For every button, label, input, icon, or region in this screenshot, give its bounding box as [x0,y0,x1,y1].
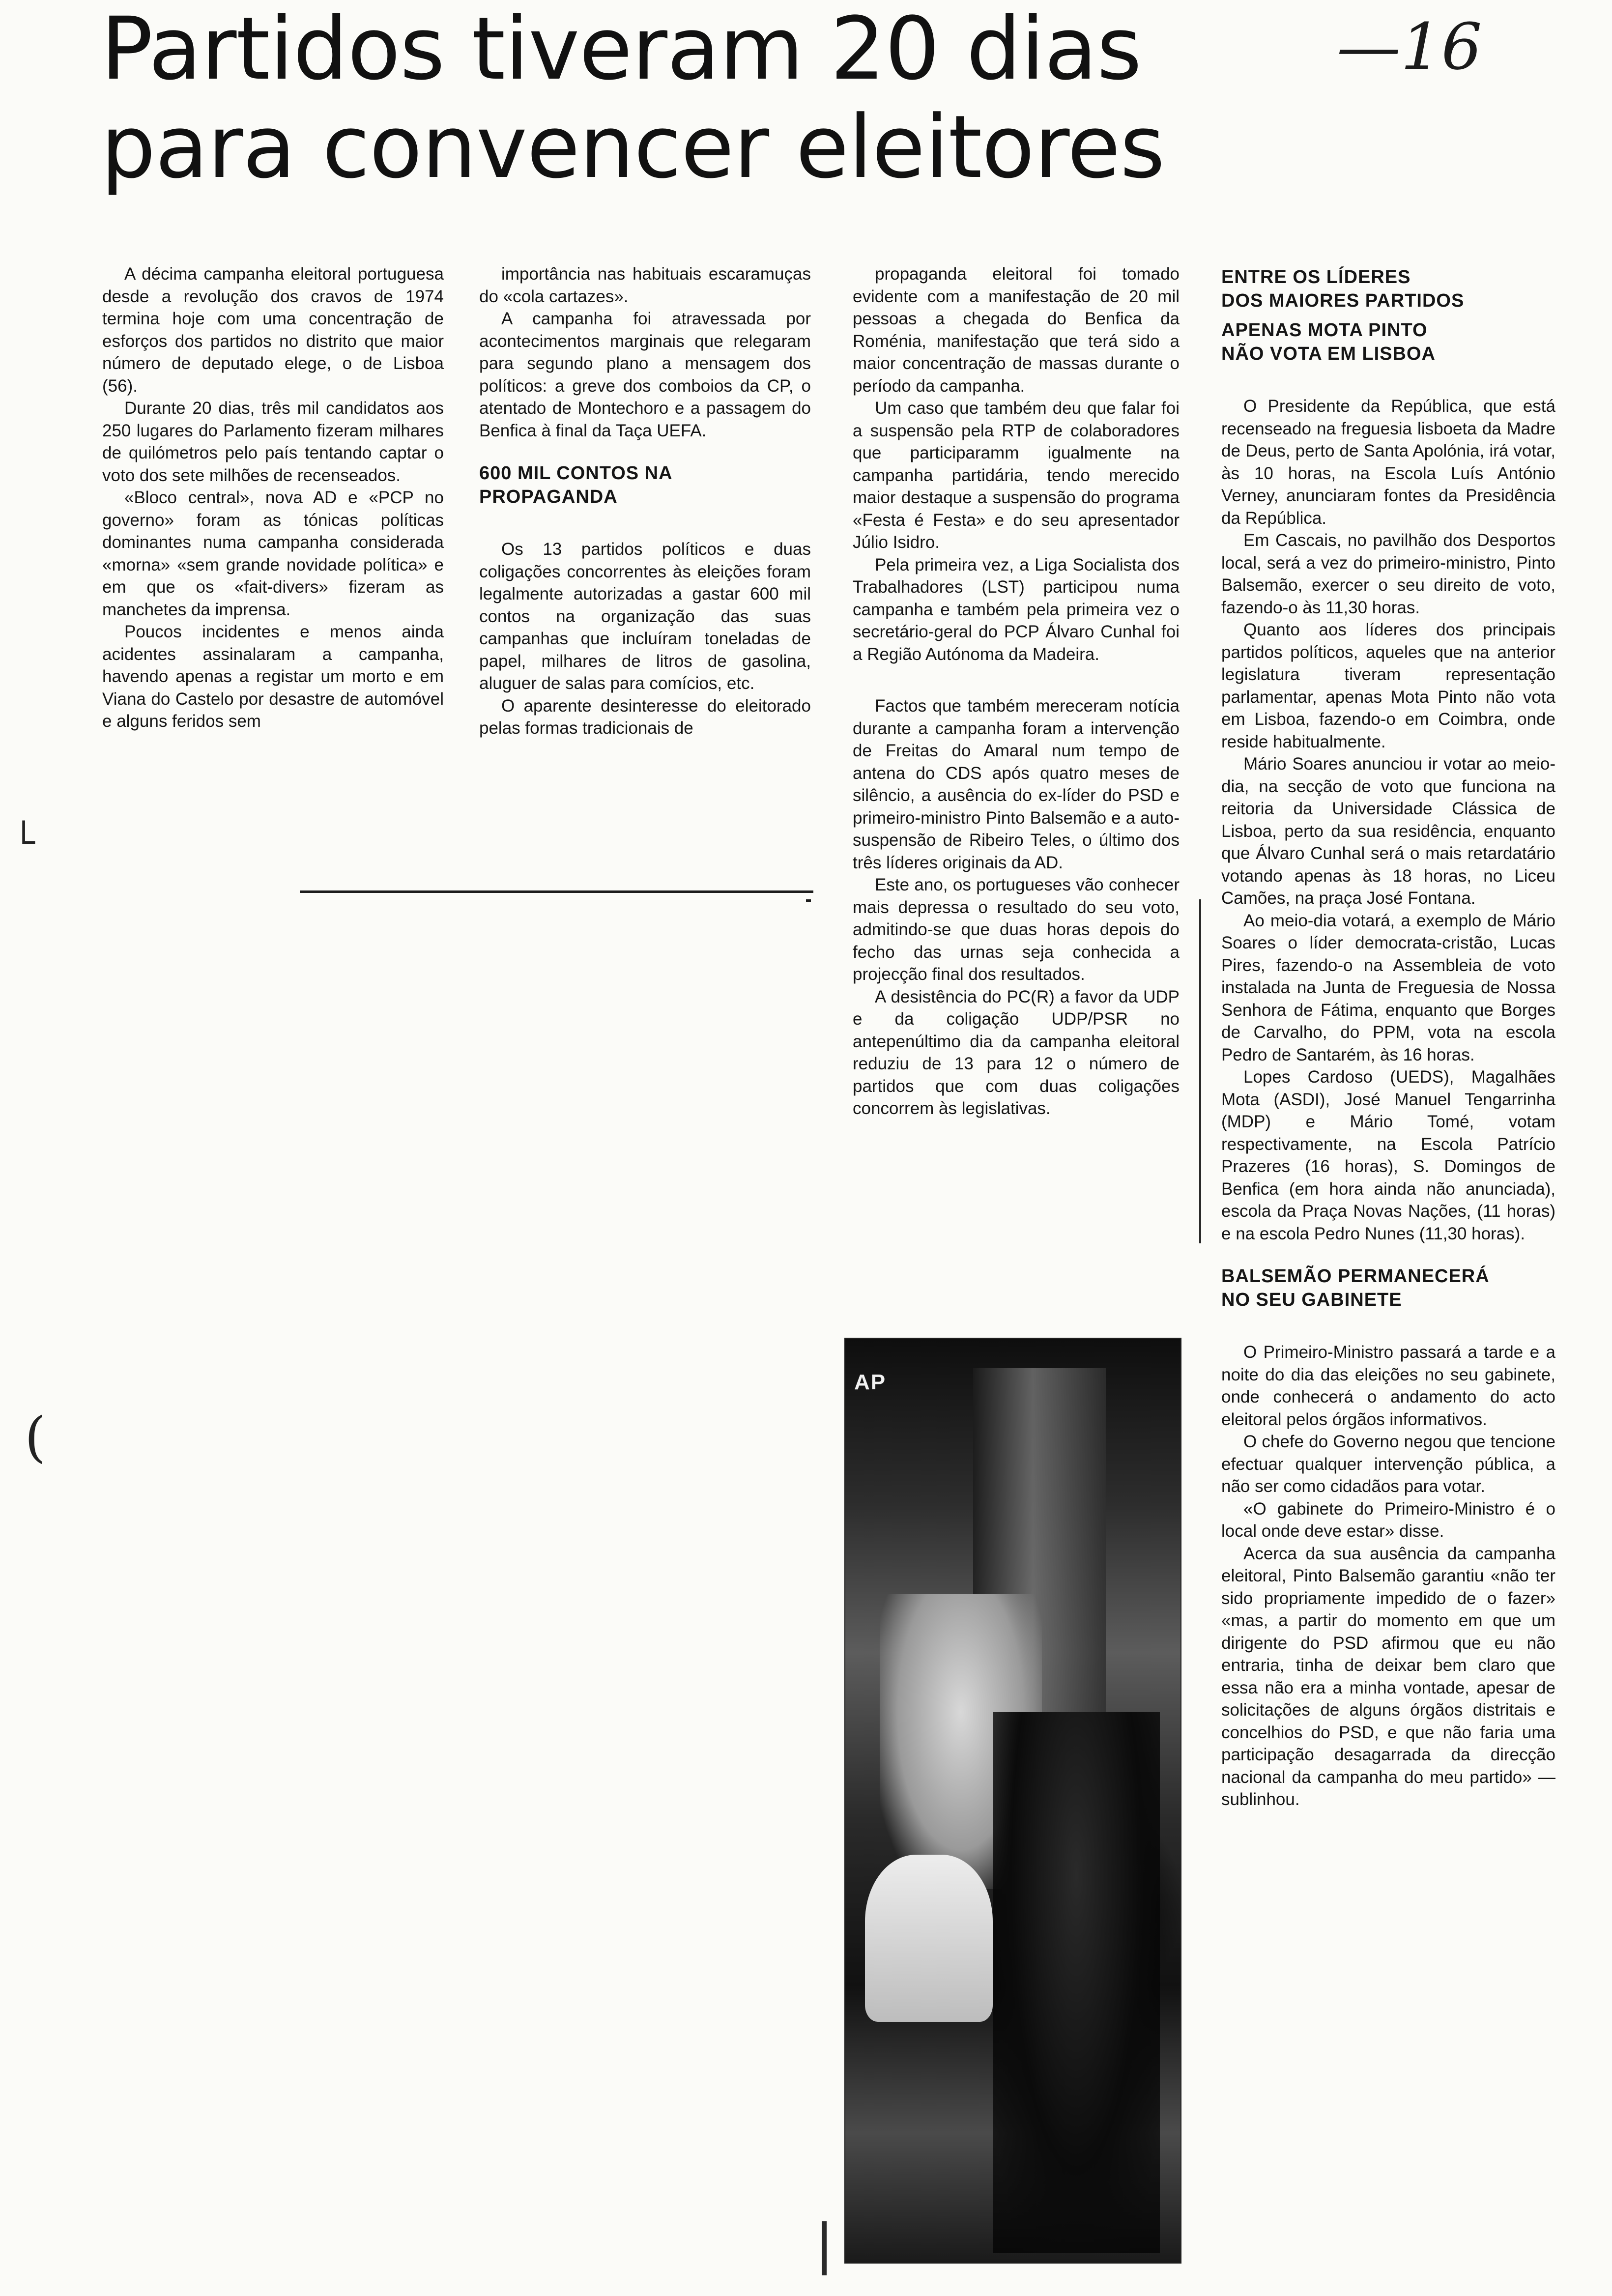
column-divider-vertical [822,2221,827,2275]
paragraph: O Presidente da República, que está recenseado na freguesia lisboeta da Madre de Deus, perto de Santa Apolónia, irá votar, às 10 horas, na Escola Luís António Verney, anunciaram fontes da Presidência da República. [1221,397,1555,528]
paragraph: O chefe do Governo negou que tencione efectuar qualquer intervenção pública, a não ser como cidadãos para votar. [1221,1432,1555,1496]
handwritten-page-note: —16 [1337,9,1482,84]
heading-line: APENAS MOTA PINTO [1221,320,1428,341]
paragraph: Quanto aos líderes dos principais partidos políticos, aqueles que na anterior legislatura tiveram representação parlamentar, apenas Mota Pinto não vota em Lisboa, fazendo-o em Coimbra, onde reside habitualmente. [1221,620,1555,751]
paragraph: Este ano, os portugueses vão conhecer mais depressa o resultado do seu voto, admitindo-se que duas horas depois do fecho das urnas seja conhecida a projecção final dos resultados. [853,875,1180,984]
article-column-3 [853,263,1180,1120]
paragraph: A desistência do PC(R) a favor da UDP e da coligação UDP/PSR no antepenúltimo dia da campanha eleitoral reduziu de 13 para 12 o número de partidos que com duas coligações concorrem às legislativas. [853,987,1180,1118]
paragraph: O aparente desinteresse do eleitorado pelas formas tradicionais de [479,696,811,738]
paragraph: Factos que também mereceram notícia durante a campanha foram a intervenção de Freitas do Amaral num tempo de antena do CDS após quatro meses de silêncio, a ausência do ex-líder do PSD e primeiro-ministro Pinto Balsemão e a auto-suspensão de Ribeiro Teles, o último dos três líderes originais da AD. [853,696,1180,872]
heading-line: NÃO VOTA EM LISBOA [1221,344,1436,364]
heading-line: DOS MAIORES PARTIDOS [1221,290,1465,311]
paragraph: Lopes Cardoso (UEDS), Magalhães Mota (ASDI), José Manuel Tengarrinha (MDP) e Mário Tomé, votam respectivamente, na Escola Patrício Prazeres (16 horas), S. Domingos de Benfica (em hora ainda não anunciada), escola da Praça Novas Nações, (11 horas) e na escola Pedro Nunes (11,30 horas). [1221,1067,1555,1243]
headline-line-2: para convencer eleitores [101,97,1165,198]
paragraph: O Primeiro-Ministro passará a tarde e a noite do dia das eleições no seu gabinete, onde conhecerá o andamento do acto eleitoral pelos órgãos informativos. [1221,1343,1555,1429]
column-divider-rule [300,890,813,893]
paragraph: Acerca da sua ausência da campanha eleitoral, Pinto Balsemão garantiu «não ter sido propriamente impedido de o fazer» «mas, a partir do momento em que um dirigente do PSD afirmou que eu não entraria, tinha de deixar bem claro que essa não era a minha vontade, apesar de solicitações de alguns órgãos distritais e concelhios do PSD, e que não faria uma participação desagarrada da direcção nacional da campanha do meu partido» — sublinhou. [1221,1544,1555,1809]
paragraph: A campanha foi atravessada por acontecimentos marginais que relegaram para segundo plano a mensagem dos políticos: a greve dos comboios da CP, o atentado de Montechoro e a passagem do Benfica à final da Taça UEFA. [479,309,811,440]
paragraph: «Bloco central», nova AD e «PCP no governo» foram as tónicas políticas dominantes numa campanha considerada «morna» «sem grande novidade política» e em que os «fait-divers» fizeram as manchetes da imprensa. [102,488,444,619]
paragraph: Poucos incidentes e menos ainda acidentes assinalaram a campanha, havendo apenas a registar um morto e em Viana do Castelo por desastre de automóvel e alguns feridos sem [102,622,444,731]
section-heading-propaganda: 600 MIL CONTOS NA PROPAGANDA [479,463,672,507]
news-photo [844,1338,1181,2264]
article-column-2 [479,263,811,740]
paragraph: A décima campanha eleitoral portuguesa desde a revolução dos cravos de 1974 termina hoje com uma concentração de esforços dos partidos no distrito que maior número de deputado elege, o de Lisboa (56). [102,264,444,396]
paragraph: propaganda eleitoral foi tomado evidente com a manifestação de 20 mil pessoas a chegada do Benfica da Roménia, manifestação que terá sido a maior concentração de massas durante o período da campanha. [853,264,1180,396]
paragraph: «O gabinete do Primeiro-Ministro é o local onde deve estar» disse. [1221,1499,1555,1541]
column-divider-vertical [1199,899,1201,1243]
column-divider-rule-right [806,899,811,902]
heading-line: NO SEU GABINETE [1221,1290,1402,1310]
article-column-4 [1221,265,1555,1811]
heading-line: ENTRE OS LÍDERES [1221,267,1411,287]
article-column-1 [102,263,444,733]
headline [101,0,1428,197]
margin-mark-icon: ˪ [20,794,38,857]
paragraph: importância nas habituais escaramuças do «cola cartazes». [479,264,811,306]
section-heading-balsemao [1221,1264,1555,1312]
photo-sign-text: AP [854,1370,887,1394]
paragraph: Ao meio-dia votará, a exemplo de Mário Soares o líder democrata-cristão, Lucas Pires, fazendo-o na Assembleia de voto instalada na Junta de Freguesia de Nossa Senhora de Fátima, enquanto que Borges de Carvalho, do PPM, vota na escola Pedro de Santarém, às 16 horas. [1221,911,1555,1064]
paragraph: Em Cascais, no pavilhão dos Desportos local, será a vez do primeiro-ministro, Pinto Balsemão, exercer o seu direito de voto, fazendo-o às 11,30 horas. [1221,531,1555,617]
photo-ballot-box [865,1855,993,2022]
section-heading-leaders [1221,265,1555,366]
paragraph: Um caso que também deu que falar foi a suspensão pela RTP de colaboradores que participaramm igualmente na campanha partidária, tendo merecido maior destaque a suspensão do programa «Festa é Festa» e do seu apresentador Júlio Isidro. [853,399,1180,552]
paragraph: Os 13 partidos políticos e duas coligações concorrentes às eleições foram legalmente autorizadas a gastar 600 mil contos na organização das suas campanhas que incluíram toneladas de papel, milhares de litros de gasolina, aluguer de salas para comícios, etc. [479,540,811,693]
photo-figure-dark [993,1712,1160,2253]
paragraph: Mário Soares anunciou ir votar ao meio-dia, na secção de voto que funciona na reitoria da Universidade Clássica de Lisboa, perto da sua residência, enquanto que Álvaro Cunhal será o mais retardatário votando apenas às 18 horas, no Liceu Camões, na praça José Fontana. [1221,754,1555,908]
paragraph: Pela primeira vez, a Liga Socialista dos Trabalhadores (LST) participou numa campanha e também pela primeira vez o secretário-geral do PCP Álvaro Cunhal foi a Região Autónoma da Madeira. [853,555,1180,664]
heading-line: BALSEMÃO PERMANECERÁ [1221,1266,1490,1287]
paragraph: Durante 20 dias, três mil candidatos aos 250 lugares do Parlamento fizeram milhares de quilómetros pelo país tentando captar o voto dos sete milhões de recenseados. [102,399,444,485]
margin-mark-icon: ( [25,1406,46,1468]
headline-line-1: Partidos tiveram 20 dias [101,0,1142,99]
